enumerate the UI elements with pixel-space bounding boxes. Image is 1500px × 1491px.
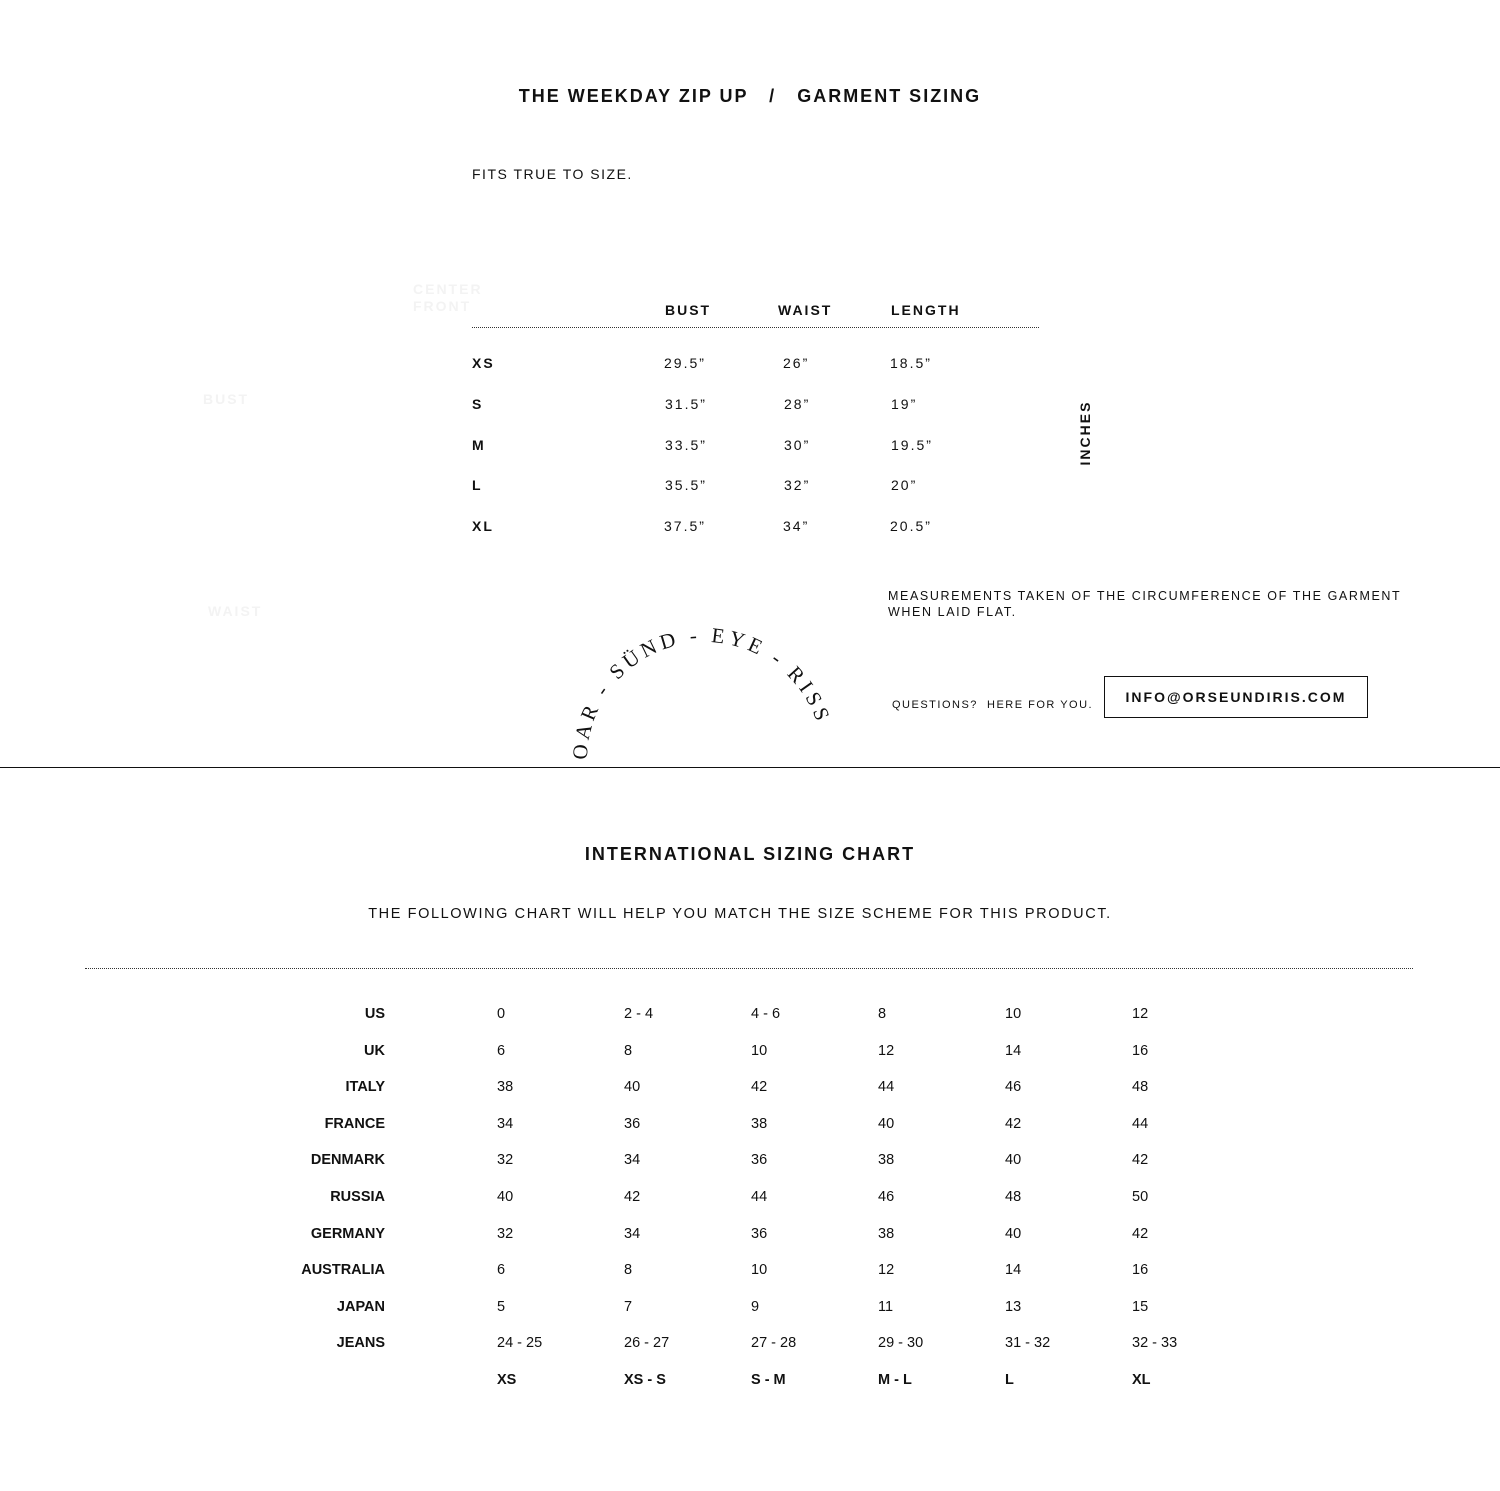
size-cell: 8 <box>878 1006 887 1022</box>
size-footer-label: XS <box>497 1372 517 1388</box>
waist-value: 30” <box>784 437 811 453</box>
brand-arc-logo <box>560 620 850 770</box>
table-divider <box>472 327 1039 328</box>
size-cell: 38 <box>497 1079 514 1096</box>
size-cell: 24 - 25 <box>497 1335 543 1352</box>
length-value: 18.5” <box>890 355 932 371</box>
size-cell: 14 <box>1005 1042 1022 1059</box>
size-cell: 6 <box>497 1042 506 1059</box>
unit-label: INCHES <box>1077 400 1093 466</box>
size-cell: 32 <box>497 1152 514 1169</box>
size-footer-label: XS - S <box>624 1372 666 1388</box>
diagram-label-center-front: CENTER FRONT <box>413 281 483 314</box>
size-cell: 27 - 28 <box>751 1335 797 1352</box>
size-cell: 34 <box>624 1225 641 1242</box>
country-label: RUSSIA <box>330 1189 385 1205</box>
waist-value: 26” <box>783 355 810 371</box>
size-cell: 40 <box>1005 1225 1022 1242</box>
measurement-note: MEASUREMENTS TAKEN OF THE CIRCUMFERENCE OF THE GARMENT WHEN LAID FLAT. <box>888 589 1402 619</box>
waist-value: 34” <box>783 518 810 534</box>
country-label: JAPAN <box>336 1298 385 1315</box>
size-cell: 38 <box>751 1115 768 1132</box>
size-cell: 15 <box>1132 1298 1149 1315</box>
column-header-waist: WAIST <box>778 302 833 318</box>
length-value: 20.5” <box>890 518 932 534</box>
country-label: GERMANY <box>310 1225 385 1242</box>
size-cell: 38 <box>878 1152 895 1169</box>
length-value: 19.5” <box>891 437 933 453</box>
section-divider <box>0 767 1500 768</box>
size-cell: 7 <box>624 1298 633 1315</box>
column-header-length: LENGTH <box>891 302 961 318</box>
size-cell: 48 <box>1132 1079 1149 1096</box>
size-cell: 8 <box>624 1262 633 1279</box>
length-value: 19” <box>891 396 918 412</box>
diagram-label-waist: WAIST <box>208 603 263 619</box>
waist-value: 32” <box>784 477 811 493</box>
size-cell: 12 <box>878 1262 895 1279</box>
size-cell: 42 <box>1005 1115 1022 1132</box>
brand-arc-text: OAR - SÜND - EYE - RISS <box>567 622 836 761</box>
size-cell: 10 <box>751 1262 768 1279</box>
size-cell: 16 <box>1132 1042 1149 1059</box>
size-cell: 31 - 32 <box>1005 1335 1051 1352</box>
size-cell: 50 <box>1132 1189 1149 1205</box>
size-cell: 12 <box>878 1042 895 1059</box>
size-cell: 44 <box>1132 1115 1149 1132</box>
size-label: XL <box>472 518 494 534</box>
size-cell: 6 <box>497 1262 506 1279</box>
size-footer-label: XL <box>1132 1372 1151 1388</box>
size-cell: 40 <box>497 1189 514 1205</box>
size-cell: 2 - 4 <box>624 1006 654 1022</box>
size-cell: 34 <box>497 1115 514 1132</box>
bust-value: 35.5” <box>665 477 707 493</box>
svg-text:OAR - SÜND - EYE - RISS <box>568 623 836 760</box>
size-footer-label: S - M <box>751 1372 786 1388</box>
size-cell: 16 <box>1132 1262 1149 1279</box>
size-label: L <box>472 477 483 493</box>
size-footer-label: M - L <box>878 1372 912 1388</box>
bust-value: 29.5” <box>664 355 706 371</box>
size-cell: 9 <box>751 1298 760 1315</box>
international-divider <box>85 968 1413 969</box>
page-title: THE WEEKDAY ZIP UP / GARMENT SIZING <box>518 86 982 106</box>
size-cell: 29 - 30 <box>878 1335 924 1352</box>
fit-note: FITS TRUE TO SIZE. <box>472 166 633 182</box>
size-cell: 8 <box>624 1042 633 1059</box>
size-cell: 32 <box>497 1225 514 1242</box>
size-cell: 40 <box>1005 1152 1022 1169</box>
size-cell: 40 <box>878 1115 895 1132</box>
international-subtitle: THE FOLLOWING CHART WILL HELP YOU MATCH THE SIZE SCHEME FOR THIS PRODUCT. <box>368 906 1112 922</box>
bust-value: 31.5” <box>665 396 707 412</box>
size-cell: 13 <box>1005 1298 1022 1315</box>
size-cell: 38 <box>878 1225 895 1242</box>
size-cell: 26 - 27 <box>624 1335 670 1352</box>
waist-value: 28” <box>784 396 811 412</box>
size-cell: 36 <box>624 1115 641 1132</box>
size-cell: 44 <box>878 1079 895 1096</box>
size-cell: 10 <box>1005 1006 1022 1022</box>
length-value: 20” <box>891 477 918 493</box>
size-cell: 32 - 33 <box>1132 1335 1178 1352</box>
size-cell: 44 <box>751 1189 768 1205</box>
size-label: M <box>472 437 486 453</box>
email-contact-button[interactable]: INFO@ORSEUNDIRIS.COM <box>1104 676 1368 718</box>
size-cell: 42 <box>1132 1152 1149 1169</box>
column-header-bust: BUST <box>665 302 712 318</box>
international-title: INTERNATIONAL SIZING CHART <box>584 844 916 864</box>
country-label: UK <box>364 1042 385 1059</box>
size-cell: 0 <box>497 1006 506 1022</box>
size-cell: 46 <box>1005 1079 1022 1096</box>
size-label: XS <box>472 355 495 371</box>
size-cell: 14 <box>1005 1262 1022 1279</box>
size-label: S <box>472 396 484 412</box>
country-label: DENMARK <box>310 1152 385 1169</box>
size-cell: 40 <box>624 1079 641 1096</box>
bust-value: 33.5” <box>665 437 707 453</box>
country-label: AUSTRALIA <box>301 1262 385 1279</box>
country-label: JEANS <box>336 1335 385 1352</box>
size-cell: 36 <box>751 1225 768 1242</box>
size-footer-label: L <box>1005 1372 1014 1388</box>
country-label: ITALY <box>345 1079 385 1096</box>
size-cell: 42 <box>1132 1225 1149 1242</box>
size-cell: 48 <box>1005 1189 1022 1205</box>
size-cell: 5 <box>497 1298 506 1315</box>
size-cell: 4 - 6 <box>751 1006 781 1022</box>
size-cell: 10 <box>751 1042 768 1059</box>
country-label: US <box>364 1006 385 1022</box>
country-label: FRANCE <box>324 1115 385 1132</box>
questions-text: QUESTIONS? HERE FOR YOU. <box>892 699 1094 711</box>
size-cell: 11 <box>878 1298 894 1315</box>
diagram-label-bust: BUST <box>203 391 250 407</box>
size-cell: 12 <box>1132 1006 1149 1022</box>
size-cell: 34 <box>624 1152 641 1169</box>
size-cell: 46 <box>878 1189 895 1205</box>
size-cell: 42 <box>624 1189 641 1205</box>
size-cell: 42 <box>751 1079 768 1096</box>
bust-value: 37.5” <box>664 518 706 534</box>
size-cell: 36 <box>751 1152 768 1169</box>
